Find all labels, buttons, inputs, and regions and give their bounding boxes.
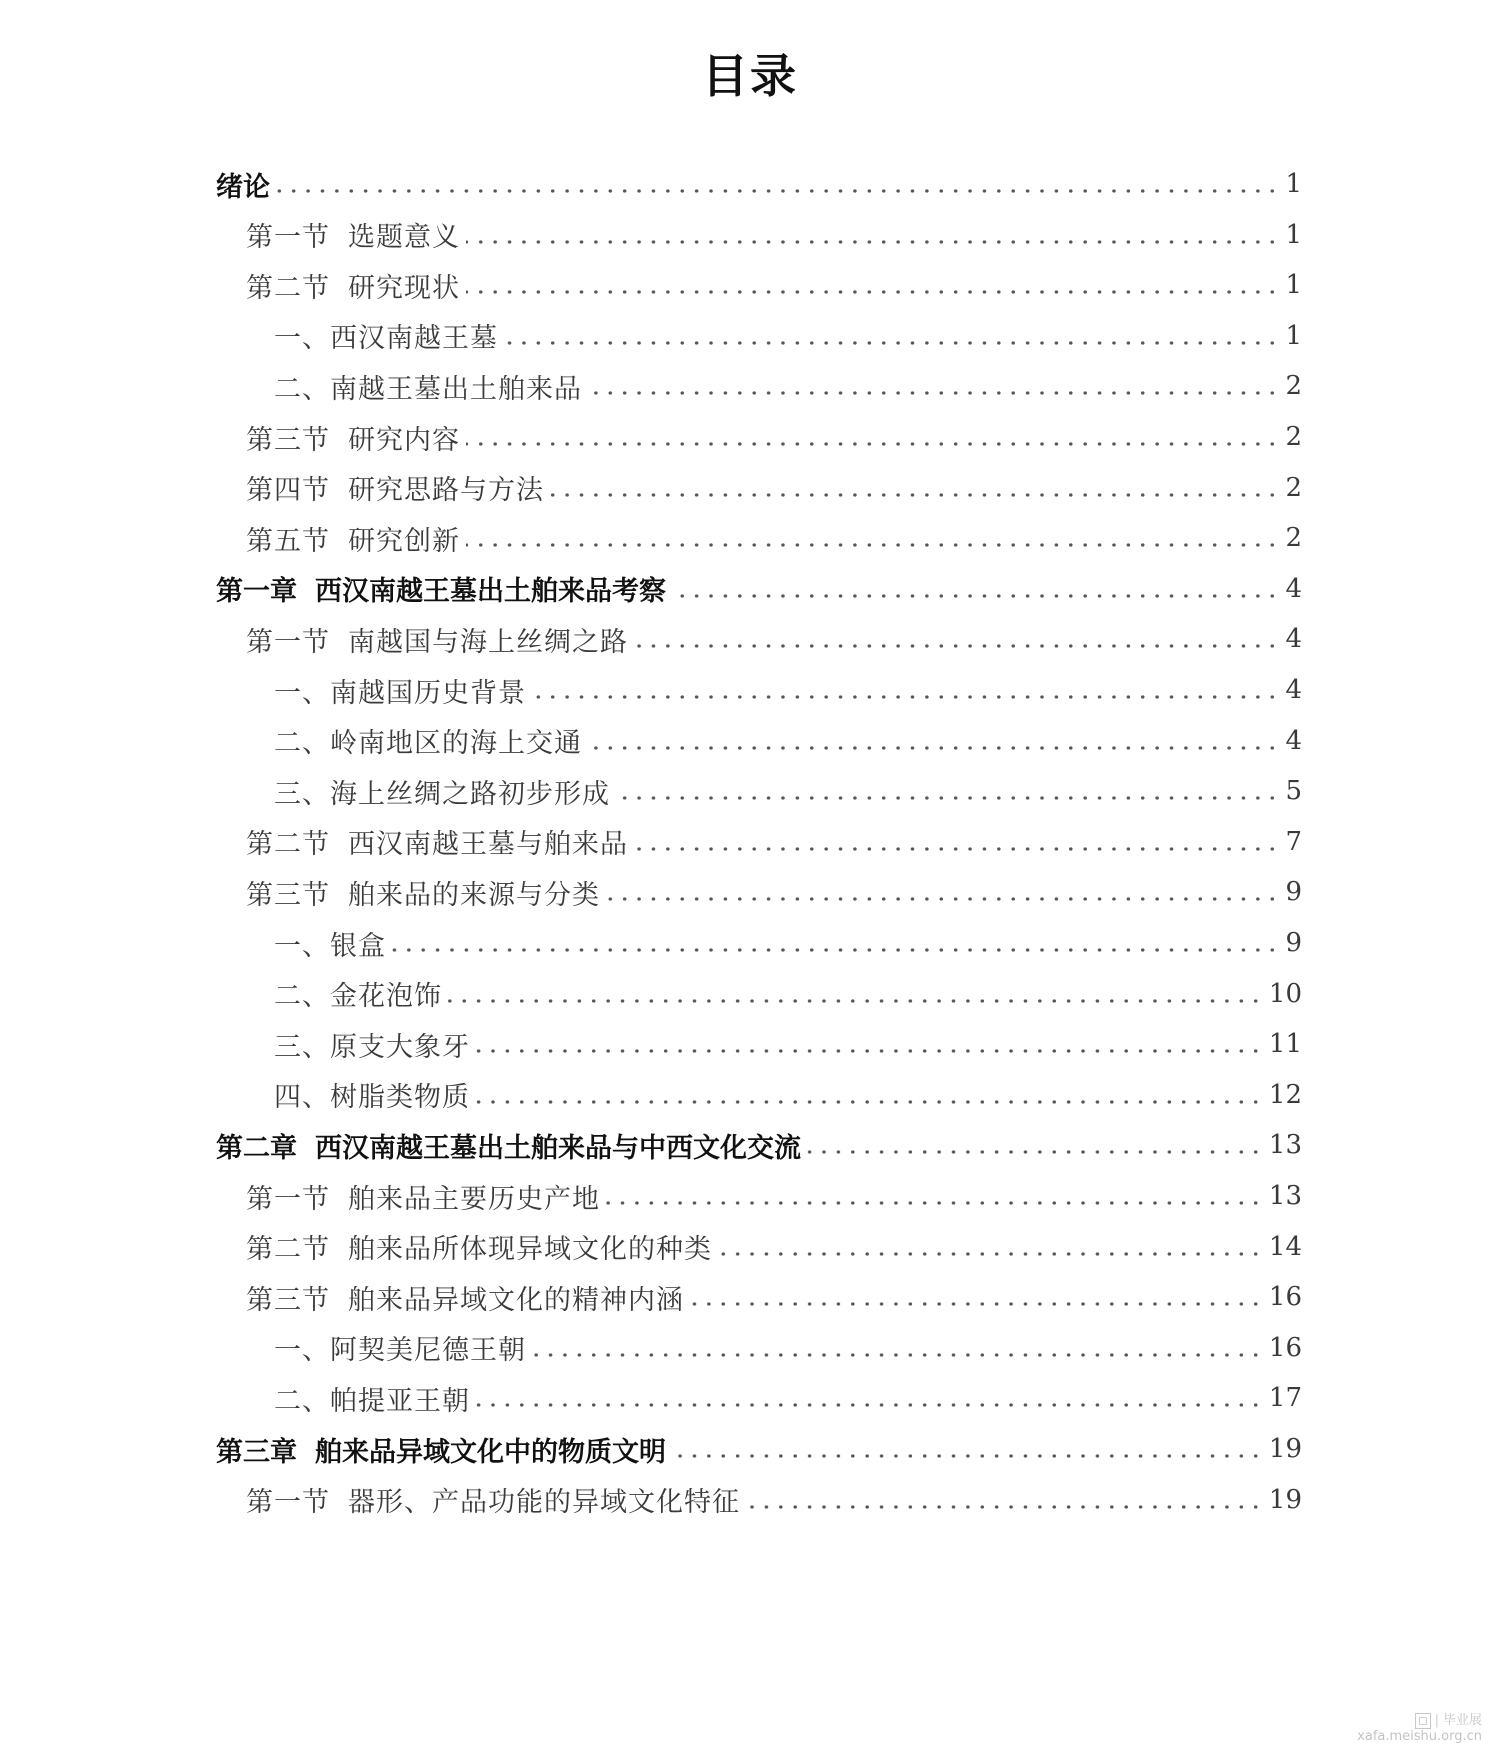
toc-entry-label (246, 519, 460, 558)
toc-entry-page-number: 2 (1285, 422, 1302, 452)
dot-leader (672, 1454, 1263, 1458)
toc-entry-label (216, 1126, 801, 1165)
toc-entry-title: 四、树脂类物质 (274, 1082, 470, 1114)
toc-entry[interactable] (0, 308, 1500, 364)
toc-entry-label (216, 1430, 666, 1469)
toc-entry-number: 第一节 (246, 626, 330, 658)
dot-leader (476, 1049, 1263, 1053)
toc-entry-label (246, 266, 460, 305)
toc-entry-page-number: 1 (1285, 219, 1302, 250)
dot-leader (746, 1505, 1263, 1509)
toc-entry-title: 舶来品异域文化中的物质文明 (315, 1436, 666, 1468)
watermark-label: 毕业展 (1442, 1713, 1482, 1728)
dot-leader (606, 1201, 1263, 1205)
school-logo-icon (1415, 1713, 1431, 1729)
toc-entry-title: 舶来品所体现异域文化的种类 (348, 1234, 712, 1266)
toc-entry-page-number: 19 (1268, 1484, 1302, 1515)
toc-entry-page-number: 1 (1285, 169, 1302, 199)
dot-leader (276, 189, 1279, 193)
dot-leader (690, 1302, 1263, 1306)
toc-entry-label (274, 1075, 470, 1114)
toc-entry[interactable] (0, 864, 1500, 920)
toc-entry[interactable] (0, 1370, 1500, 1426)
toc-entry-number: 第五节 (246, 525, 330, 557)
toc-entry-label (216, 165, 270, 204)
toc-entry-page-number: 1 (1285, 270, 1302, 301)
toc-entry-label (246, 620, 628, 659)
dot-leader (392, 948, 1279, 952)
toc-entry-title: 选题意义 (348, 222, 460, 254)
toc-entry-page-number: 19 (1268, 1434, 1302, 1464)
toc-entry-label (274, 974, 442, 1013)
toc-entry-label (246, 822, 628, 861)
toc-entry-title: 舶来品异域文化的精神内涵 (348, 1284, 684, 1316)
toc-entry-title: 舶来品的来源与分类 (348, 879, 600, 911)
dot-leader (448, 999, 1263, 1003)
toc-entry-page-number: 11 (1268, 1029, 1302, 1060)
dot-leader (466, 290, 1279, 294)
toc-entry-title: 二、帕提亚王朝 (274, 1385, 470, 1417)
dot-leader (588, 391, 1279, 395)
toc-entry[interactable] (0, 915, 1500, 971)
toc-entry-label (246, 418, 460, 457)
toc-entry-page-number: 16 (1268, 1282, 1302, 1313)
toc-entry-page-number: 2 (1285, 523, 1302, 554)
toc-entry-label (246, 1480, 740, 1519)
toc-entry[interactable] (0, 966, 1500, 1022)
watermark-url: xafa.meishu.org.cn (1357, 1729, 1482, 1744)
toc-entry-title: 舶来品主要历史产地 (348, 1183, 600, 1215)
toc-entry[interactable] (0, 1320, 1500, 1376)
toc-entry-title: 二、金花泡饰 (274, 981, 442, 1013)
toc-entry[interactable] (0, 1269, 1500, 1325)
dot-leader (588, 746, 1279, 750)
toc-entry-number: 第一节 (246, 1487, 330, 1519)
toc-entry-page-number: 5 (1285, 776, 1302, 807)
toc-entry[interactable] (0, 1168, 1500, 1224)
toc-entry-label (246, 1278, 684, 1317)
toc-entry-label (246, 1227, 712, 1266)
toc-entry-title: 一、阿契美尼德王朝 (274, 1335, 526, 1367)
toc-entry-number: 第二章 (216, 1132, 297, 1164)
toc-entry-label (246, 873, 600, 912)
dot-leader (807, 1150, 1263, 1154)
toc-entry[interactable] (0, 409, 1500, 465)
toc-entry-title: 器形、产品功能的异域文化特征 (348, 1487, 740, 1519)
toc-entry-title: 二、南越王墓出土舶来品 (274, 373, 582, 405)
toc-entry[interactable] (0, 1472, 1500, 1528)
toc-entry-page-number: 4 (1285, 725, 1302, 756)
toc-entry-page-number: 4 (1285, 573, 1302, 604)
toc-entry-page-number: 2 (1285, 371, 1302, 402)
toc-entry-page-number: 1 (1285, 320, 1302, 351)
toc-entry[interactable] (0, 713, 1500, 769)
toc-entry[interactable] (0, 1421, 1500, 1477)
toc-entry[interactable] (0, 814, 1500, 870)
toc-entry-page-number: 4 (1285, 675, 1302, 705)
toc-entry[interactable] (0, 1219, 1500, 1275)
toc-entry-page-number: 7 (1285, 826, 1302, 857)
dot-leader (672, 594, 1279, 598)
toc-entry-title: 西汉南越王墓出土舶来品与中西文化交流 (315, 1132, 801, 1164)
toc-entry-page-number: 10 (1268, 978, 1302, 1009)
dot-leader (634, 847, 1279, 851)
toc-entry[interactable] (0, 662, 1500, 718)
watermark: | 毕业展 xafa.meishu.org.cn (1357, 1713, 1482, 1744)
toc-entry-label (274, 367, 582, 406)
toc-entry[interactable] (0, 460, 1500, 516)
toc-entry[interactable] (0, 611, 1500, 667)
toc-entry-page-number: 17 (1268, 1383, 1302, 1414)
toc-entry[interactable] (0, 1016, 1500, 1072)
toc-entry-number: 第一节 (246, 222, 330, 254)
toc-entry[interactable] (0, 358, 1500, 414)
toc-entry-number: 第三节 (246, 424, 330, 456)
toc-entry-title: 研究创新 (348, 525, 460, 557)
toc-entry-title: 绪论 (216, 171, 270, 203)
toc-entry[interactable] (0, 257, 1500, 313)
toc-entry-number: 第一节 (246, 1183, 330, 1215)
toc-entry-label (246, 468, 544, 507)
toc-entry[interactable] (0, 1117, 1500, 1173)
toc-entry-page-number: 4 (1285, 624, 1302, 655)
toc-entry-title: 二、岭南地区的海上交通 (274, 728, 582, 760)
toc-entry[interactable] (0, 1067, 1500, 1123)
toc-entry[interactable] (0, 207, 1500, 263)
toc-entry-number: 第三节 (246, 1284, 330, 1316)
toc-entry-title: 三、原支大象牙 (274, 1031, 470, 1063)
toc-entry-title: 研究内容 (348, 424, 460, 456)
page-title: 目录 (702, 49, 798, 103)
dot-leader (466, 543, 1279, 547)
toc-entry-page-number: 9 (1285, 877, 1302, 908)
dot-leader (634, 644, 1279, 648)
toc-entry-label (274, 316, 498, 355)
dot-leader (532, 1353, 1263, 1357)
toc-entry-number: 第二节 (246, 1234, 330, 1266)
toc-entry-label (274, 924, 386, 963)
toc-entry-label (246, 215, 460, 254)
toc-entry-label (274, 1328, 526, 1367)
toc-entry[interactable] (0, 156, 1500, 212)
dot-leader (476, 1403, 1263, 1407)
dot-leader (466, 442, 1279, 446)
toc-entry-title: 一、西汉南越王墓 (274, 323, 498, 355)
toc-entry[interactable] (0, 763, 1500, 819)
toc-entry-page-number: 13 (1268, 1130, 1302, 1161)
dot-leader (466, 240, 1279, 244)
toc-entry-page-number: 9 (1285, 928, 1302, 958)
toc-entry-number: 第三章 (216, 1436, 297, 1468)
dot-leader (550, 493, 1279, 497)
toc-entry-page-number: 13 (1268, 1181, 1302, 1211)
toc-entry-label (274, 772, 610, 811)
toc-entry-page-number: 14 (1268, 1231, 1302, 1262)
toc-entry-number: 第一章 (216, 576, 297, 608)
toc-entry-label (274, 1379, 470, 1418)
dot-leader (616, 796, 1279, 800)
dot-leader (532, 695, 1279, 699)
dot-leader (606, 897, 1279, 901)
toc-entry-number: 第三节 (246, 879, 330, 911)
toc-entry-page-number: 2 (1285, 472, 1302, 503)
toc-entry-number: 第四节 (246, 475, 330, 507)
toc-entry-label (274, 721, 582, 760)
toc-entry-label (216, 569, 666, 608)
toc-entry-title: 南越国与海上丝绸之路 (348, 626, 628, 658)
toc-entry-title: 一、银盒 (274, 930, 386, 962)
toc-entry-title: 研究现状 (348, 272, 460, 304)
toc-entry-title: 西汉南越王墓出土舶来品考察 (315, 576, 666, 608)
toc-entry-label (274, 1025, 470, 1064)
toc-entry-number: 第二节 (246, 829, 330, 861)
dot-leader (718, 1252, 1263, 1256)
toc-entry-title: 研究思路与方法 (348, 475, 544, 507)
toc-entry-number: 第二节 (246, 272, 330, 304)
toc-entry-page-number: 16 (1268, 1332, 1302, 1363)
toc-entry-page-number: 12 (1268, 1079, 1302, 1110)
toc-entry-label (246, 1177, 600, 1216)
toc-entry-title: 三、海上丝绸之路初步形成 (274, 778, 610, 810)
toc-entry[interactable] (0, 510, 1500, 566)
dot-leader (504, 341, 1279, 345)
toc-entry-title: 一、南越国历史背景 (274, 677, 526, 709)
toc-entry-label (274, 671, 526, 710)
toc-entry-title: 西汉南越王墓与舶来品 (348, 829, 628, 861)
toc-entry[interactable] (0, 561, 1500, 617)
dot-leader (476, 1100, 1263, 1104)
